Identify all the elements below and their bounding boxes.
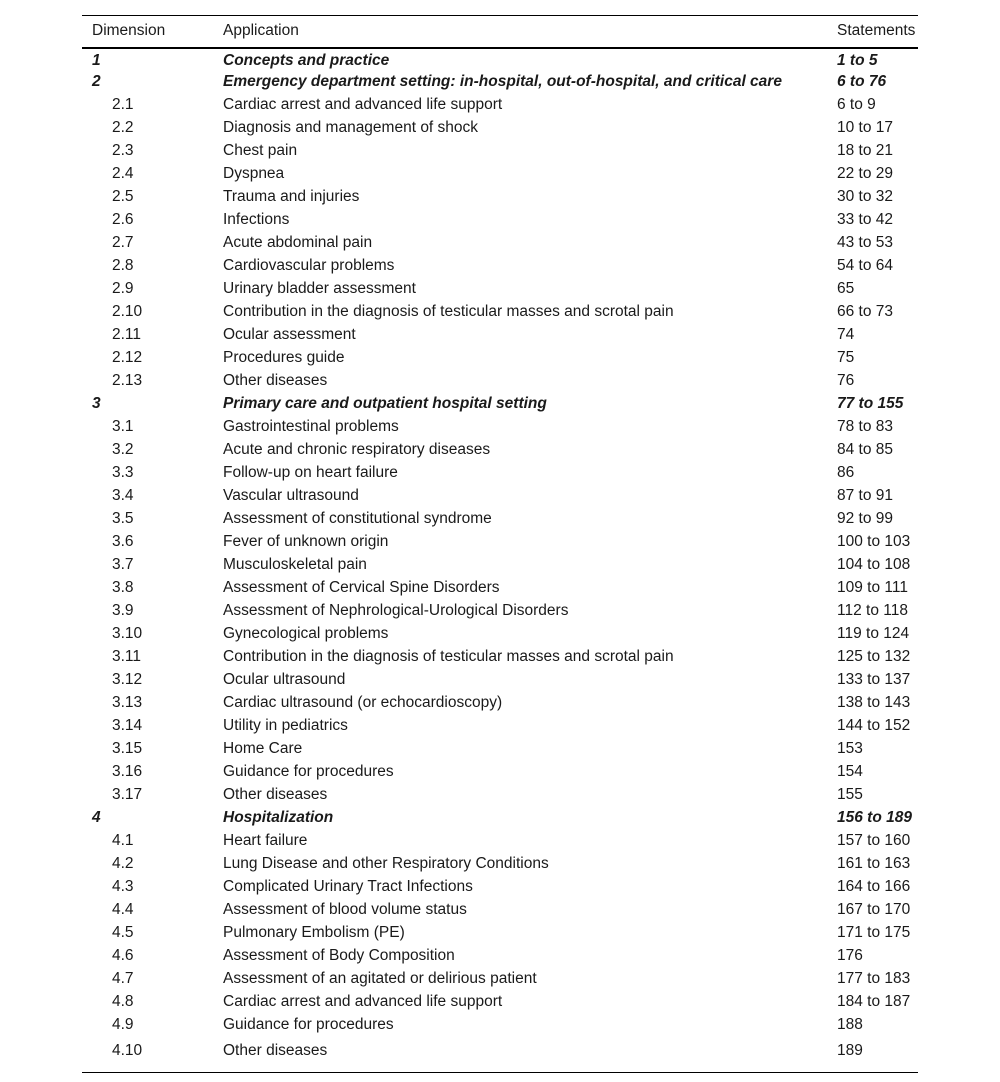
dimension-cell: 3.12: [112, 671, 143, 688]
dimension-cell: 3.16: [112, 763, 143, 780]
table-row: [82, 416, 918, 439]
statements-cell: 112 to 118: [837, 602, 908, 619]
table-row: [82, 255, 918, 278]
table-row: [82, 232, 918, 255]
statements-cell: 125 to 132: [837, 648, 911, 665]
application-cell: Pulmonary Embolism (PE): [223, 924, 405, 941]
dimension-cell: 4.6: [112, 947, 134, 964]
statements-table: [82, 15, 918, 1073]
statements-cell: 138 to 143: [837, 694, 911, 711]
application-cell: Cardiovascular problems: [223, 257, 395, 274]
header-row: [82, 16, 918, 48]
dimension-cell: 3.10: [112, 625, 143, 642]
application-cell: Assessment of blood volume status: [223, 901, 467, 918]
table-row: [82, 94, 918, 117]
statements-cell: 154: [837, 763, 863, 780]
table-row: [82, 301, 918, 324]
dimension-cell: 3.17: [112, 786, 143, 803]
statements-cell: 22 to 29: [837, 165, 894, 182]
application-cell: Procedures guide: [223, 349, 345, 366]
dimension-cell: 2.3: [112, 142, 134, 159]
statements-cell: 6 to 76: [837, 73, 887, 90]
dimension-cell: 2.9: [112, 280, 134, 297]
application-cell: Other diseases: [223, 786, 328, 803]
statements-cell: 1 to 5: [837, 51, 878, 69]
header-dimension: Dimension: [82, 16, 223, 48]
application-cell: Heart failure: [223, 832, 308, 849]
statements-cell: 54 to 64: [837, 257, 894, 274]
dimension-cell: 4.8: [112, 993, 134, 1010]
statements-cell: 92 to 99: [837, 510, 894, 527]
statements-cell: 144 to 152: [837, 717, 911, 734]
dimension-cell: 3.4: [112, 487, 134, 504]
dimension-cell: 3.14: [112, 717, 143, 734]
statements-cell: 86: [837, 464, 855, 481]
statements-cell: 87 to 91: [837, 487, 894, 504]
table-row: [82, 876, 918, 899]
table-row: [82, 531, 918, 554]
dimension-cell: 2.2: [112, 119, 134, 136]
table-row: [82, 715, 918, 738]
dimension-cell: 2.5: [112, 188, 134, 205]
application-cell: Ocular ultrasound: [223, 671, 346, 688]
application-cell: Guidance for procedures: [223, 763, 394, 780]
statements-cell: 30 to 32: [837, 188, 894, 205]
dimension-cell: 3.9: [112, 602, 134, 619]
application-cell: Lung Disease and other Respiratory Conditions: [223, 855, 549, 872]
table-row: [82, 1014, 918, 1037]
table-row: [82, 163, 918, 186]
dimension-cell: 3.7: [112, 556, 134, 573]
application-cell: Other diseases: [223, 1037, 837, 1073]
statements-cell: 66 to 73: [837, 303, 894, 320]
table-row: [82, 324, 918, 347]
dimension-cell: 4: [92, 809, 101, 826]
statements-cell: 171 to 175: [837, 924, 911, 941]
dimension-cell: 3.15: [112, 740, 143, 757]
statements-cell: 76: [837, 372, 855, 389]
statements-cell: 167 to 170: [837, 901, 911, 918]
statements-cell: 184 to 187: [837, 993, 911, 1010]
statements-cell: 43 to 53: [837, 234, 894, 251]
table-row: [82, 186, 918, 209]
table-row: [82, 623, 918, 646]
table-row: [82, 830, 918, 853]
table-row: [82, 669, 918, 692]
application-cell: Complicated Urinary Tract Infections: [223, 878, 473, 895]
table-row: [82, 853, 918, 876]
statements-cell: 78 to 83: [837, 418, 894, 435]
statements-cell: 177 to 183: [837, 970, 911, 987]
application-cell: Cardiac arrest and advanced life support: [223, 96, 503, 113]
table-row: [82, 646, 918, 669]
application-cell: Acute and chronic respiratory diseases: [223, 441, 491, 458]
table-row: [82, 140, 918, 163]
table-row: [82, 347, 918, 370]
application-cell: Cardiac ultrasound (or echocardioscopy): [223, 694, 503, 711]
dimension-cell: 3: [92, 395, 101, 412]
statements-cell: 84 to 85: [837, 441, 894, 458]
dimension-cell: 1: [92, 51, 101, 69]
statements-cell: 176: [837, 947, 863, 964]
dimension-cell: 3.6: [112, 533, 134, 550]
application-cell: Contribution in the diagnosis of testicular masses and scrotal pain: [223, 303, 674, 320]
application-cell: Guidance for procedures: [223, 1016, 394, 1033]
dimension-cell: 3.11: [112, 648, 142, 665]
table-group-row: [82, 71, 918, 94]
statements-cell: 75: [837, 349, 855, 366]
table-row: [82, 738, 918, 761]
dimension-cell: 4.1: [112, 832, 134, 849]
table-row: [82, 899, 918, 922]
application-cell: Cardiac arrest and advanced life support: [223, 993, 503, 1010]
table-row: [82, 554, 918, 577]
header-statements: Statements: [837, 16, 918, 48]
dimension-cell: 2: [92, 73, 101, 90]
statements-table-container: [82, 15, 918, 1073]
table-row: [82, 508, 918, 531]
statements-cell: 109 to 111: [837, 579, 908, 596]
dimension-cell: 3.2: [112, 441, 134, 458]
dimension-cell: 2.13: [112, 372, 143, 389]
dimension-cell: 2.6: [112, 211, 134, 228]
statements-cell: 189: [837, 1037, 918, 1073]
dimension-cell: 3.5: [112, 510, 134, 527]
statements-cell: 18 to 21: [837, 142, 894, 159]
application-cell: Assessment of an agitated or delirious patient: [223, 970, 537, 987]
application-cell: Ocular assessment: [223, 326, 356, 343]
table-group-row: [82, 393, 918, 416]
dimension-cell: 4.7: [112, 970, 134, 987]
statements-cell: 10 to 17: [837, 119, 894, 136]
dimension-cell: 3.8: [112, 579, 134, 596]
table-row: [82, 945, 918, 968]
application-cell: Primary care and outpatient hospital setting: [223, 395, 547, 412]
table-row: [82, 968, 918, 991]
table-row: [82, 1037, 918, 1073]
application-cell: Emergency department setting: in-hospital, out-of-hospital, and critical care: [223, 73, 782, 90]
application-cell: Urinary bladder assessment: [223, 280, 416, 297]
table-row: [82, 692, 918, 715]
table-row: [82, 922, 918, 945]
dimension-cell: 3.3: [112, 464, 134, 481]
dimension-cell: 3.1: [112, 418, 134, 435]
application-cell: Assessment of constitutional syndrome: [223, 510, 492, 527]
statements-cell: 119 to 124: [837, 625, 910, 642]
application-cell: Concepts and practice: [223, 51, 390, 69]
statements-cell: 74: [837, 326, 855, 343]
table-row: [82, 209, 918, 232]
application-cell: Vascular ultrasound: [223, 487, 359, 504]
application-cell: Hospitalization: [223, 809, 334, 826]
statements-cell: 155: [837, 786, 863, 803]
statements-cell: 157 to 160: [837, 832, 911, 849]
dimension-cell: 4.3: [112, 878, 134, 895]
application-cell: Contribution in the diagnosis of testicular masses and scrotal pain: [223, 648, 674, 665]
application-cell: Trauma and injuries: [223, 188, 360, 205]
dimension-cell: 2.4: [112, 165, 134, 182]
dimension-cell: 3.13: [112, 694, 143, 711]
statements-cell: 77 to 155: [837, 395, 904, 412]
statements-cell: 100 to 103: [837, 533, 911, 550]
dimension-cell: 4.10: [82, 1037, 223, 1073]
application-cell: Assessment of Body Composition: [223, 947, 455, 964]
dimension-cell: 2.10: [112, 303, 143, 320]
statements-cell: 133 to 137: [837, 671, 911, 688]
statements-cell: 65: [837, 280, 855, 297]
application-cell: Musculoskeletal pain: [223, 556, 367, 573]
table-body: [82, 48, 918, 1073]
table-row: [82, 439, 918, 462]
statements-cell: 164 to 166: [837, 878, 911, 895]
statements-cell: 33 to 42: [837, 211, 894, 228]
application-cell: Follow-up on heart failure: [223, 464, 398, 481]
table-row: [82, 600, 918, 623]
statements-cell: 161 to 163: [837, 855, 911, 872]
table-row: [82, 485, 918, 508]
application-cell: Chest pain: [223, 142, 298, 159]
statements-cell: 156 to 189: [837, 809, 912, 826]
dimension-cell: 2.8: [112, 257, 134, 274]
application-cell: Gynecological problems: [223, 625, 389, 642]
dimension-cell: 2.1: [112, 96, 134, 113]
table-row: [82, 278, 918, 301]
table-group-row: [82, 807, 918, 830]
application-cell: Other diseases: [223, 372, 328, 389]
dimension-cell: 4.9: [112, 1016, 134, 1033]
statements-cell: 104 to 108: [837, 556, 911, 573]
application-cell: Assessment of Cervical Spine Disorders: [223, 579, 500, 596]
application-cell: Fever of unknown origin: [223, 533, 389, 550]
application-cell: Utility in pediatrics: [223, 717, 348, 734]
application-cell: Home Care: [223, 740, 303, 757]
application-cell: Diagnosis and management of shock: [223, 119, 479, 136]
application-cell: Assessment of Nephrological-Urological Disorders: [223, 602, 569, 619]
statements-cell: 153: [837, 740, 863, 757]
application-cell: Infections: [223, 211, 290, 228]
table-row: [82, 784, 918, 807]
header-application: Application: [223, 16, 837, 48]
dimension-cell: 2.11: [112, 326, 142, 343]
application-cell: Acute abdominal pain: [223, 234, 373, 251]
table-row: [82, 117, 918, 140]
dimension-cell: 2.7: [112, 234, 134, 251]
dimension-cell: 4.5: [112, 924, 134, 941]
dimension-cell: 2.12: [112, 349, 143, 366]
table-row: [82, 761, 918, 784]
table-row: [82, 991, 918, 1014]
application-cell: Dyspnea: [223, 165, 285, 182]
statements-cell: 6 to 9: [837, 96, 876, 113]
table-row: [82, 577, 918, 600]
table-group-row: [82, 48, 918, 71]
dimension-cell: 4.2: [112, 855, 134, 872]
table-header: [82, 16, 918, 48]
table-row: [82, 462, 918, 485]
statements-cell: 188: [837, 1016, 863, 1033]
table-row: [82, 370, 918, 393]
dimension-cell: 4.4: [112, 901, 134, 918]
application-cell: Gastrointestinal problems: [223, 418, 399, 435]
